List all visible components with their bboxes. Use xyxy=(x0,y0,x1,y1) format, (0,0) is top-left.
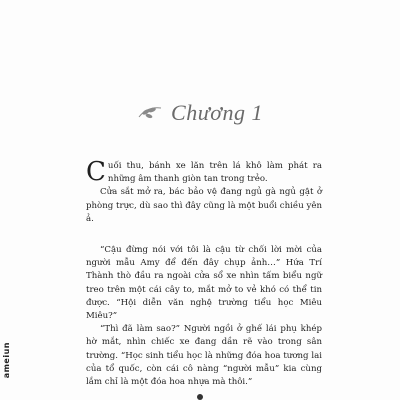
paragraph-text: uối thu, bánh xe lăn trên lá khô làm phát ra những âm thanh giòn tan trong trẻo. xyxy=(107,161,322,185)
chapter-heading xyxy=(0,100,400,126)
chapter-title: Chương 1 xyxy=(171,100,263,125)
paragraph-1 xyxy=(86,157,322,187)
paragraph-4: “Thì đã làm sao?” Người ngồi ở ghế lái phụ khép hờ mắt, nhìn chiếc xe đang dần rẽ vào trong sân trường. “Học sinh tiểu học là những đóa hoa tương lai của tổ quốc, còn cái cô nàng “người mẫu” kia cùng lắm chỉ là một đóa hoa nhựa mà thôi.” xyxy=(86,324,322,388)
side-label: ameiun xyxy=(2,342,11,379)
paragraph-2: Cửa sắt mở ra, bác bảo vệ đang ngủ gà ngủ gật ở phòng trực, dù sao thì đây cũng là một buổi chiều yên ả. xyxy=(86,187,322,224)
leaf-ornament-icon xyxy=(137,105,163,121)
paragraph-3: “Cậu đừng nói với tôi là cậu từ chối lời mời của người mẫu Amy để đến đây chụp ảnh…” Hứa Trí Thành thò đầu ra ngoài cửa sổ xe nhìn tấm biểu ngữ treo trên một cái cây to, mắt mở to vẻ khó có thể tin được. “Hội diễn văn nghệ trường tiểu học Miêu Miêu?” xyxy=(86,245,322,322)
chapter-body xyxy=(86,157,322,389)
page-mark xyxy=(197,394,203,400)
drop-cap: C xyxy=(86,157,106,187)
